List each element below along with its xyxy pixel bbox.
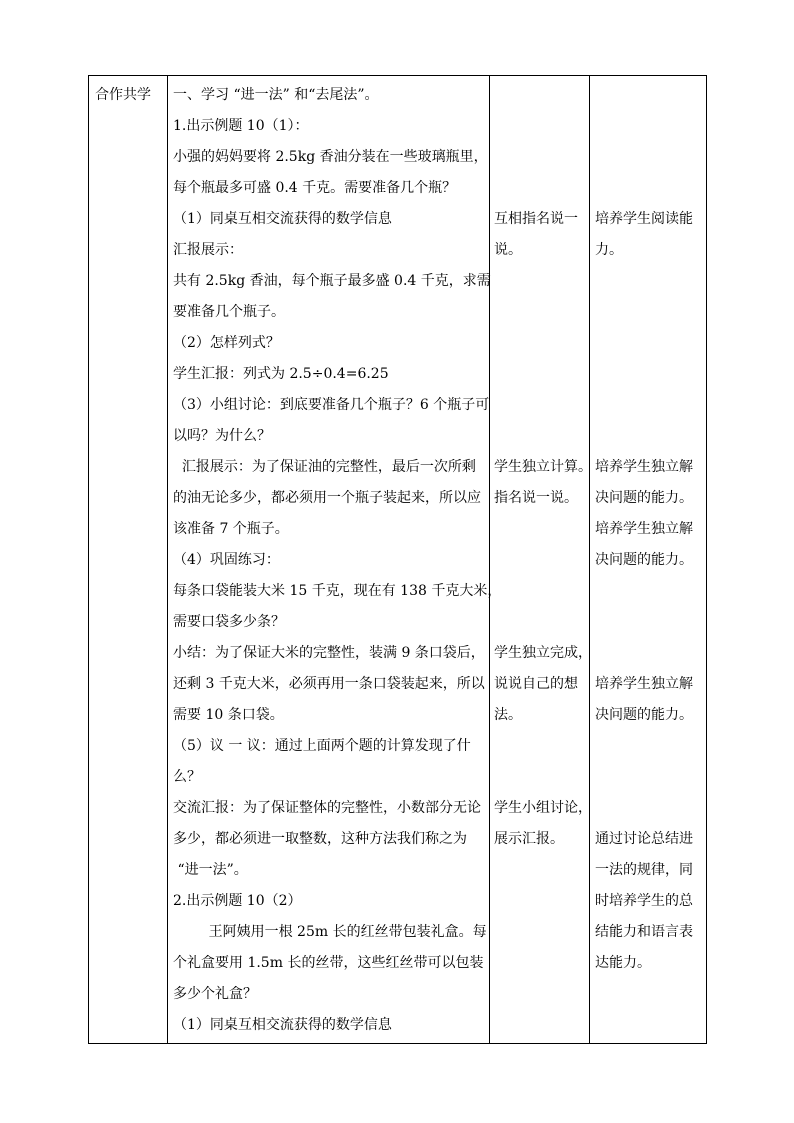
intent-line: 决问题的能力。: [595, 552, 693, 568]
activity-line: [494, 576, 590, 607]
teaching-line: 1.出示例题 10（1）：: [173, 118, 309, 134]
activity-line: 互相指名说一: [494, 211, 578, 227]
intent-line: [595, 731, 707, 762]
column-divider: [167, 76, 168, 1043]
teaching-line: （3）小组讨论：到底要准备几个瓶子？6 个瓶子可: [173, 397, 490, 413]
activity-line: [494, 390, 590, 421]
teaching-line: 每个瓶最多可盛 0.4 千克。需要准备几个瓶？: [173, 180, 457, 196]
intent-line: 决问题的能力。: [595, 490, 693, 506]
teaching-line: 需要 10 条口袋。: [173, 707, 284, 723]
intent-line: [595, 979, 707, 1010]
teaching-line: 2.出示例题 10（2）: [173, 893, 302, 909]
teaching-line: 交流汇报：为了保证整体的完整性，小数部分无论: [173, 800, 481, 816]
activity-line: [494, 173, 590, 204]
activity-line: [494, 762, 590, 793]
activity-line: 学生小组讨论，: [494, 800, 592, 816]
intent-line: [595, 421, 707, 452]
intent-line: 决问题的能力。: [595, 707, 693, 723]
teaching-line: （4）巩固练习：: [173, 552, 280, 568]
teaching-line: 以吗？为什么？: [173, 428, 271, 444]
activity-line: [494, 80, 590, 111]
intent-line: [595, 390, 707, 421]
teaching-line: 汇报展示：为了保证油的完整性，最后一次所剩: [173, 459, 476, 475]
intent-line: 达能力。: [595, 955, 651, 971]
teaching-line: 多少，都必须进一取整数，这种方法我们称之为: [173, 831, 467, 847]
intent-line: [595, 638, 707, 669]
intent-line: [595, 111, 707, 142]
intent-line: 结能力和语言表: [595, 924, 693, 940]
activity-line: 学生独立完成，: [494, 645, 592, 661]
intent-line: [595, 793, 707, 824]
activity-line: 说说自己的想: [494, 676, 578, 692]
activity-line: [494, 328, 590, 359]
intent-line: [595, 266, 707, 297]
intent-line: [595, 328, 707, 359]
teaching-line: 学生汇报：列式为 2.5÷0.4=6.25: [173, 366, 389, 382]
activity-line: [494, 514, 590, 545]
student-activity-column: [494, 80, 590, 1041]
intent-line: 时培养学生的总: [595, 893, 693, 909]
intent-line: 一法的规律，同: [595, 862, 693, 878]
teaching-line: 的油无论多少，都必须用一个瓶子装起来，所以应: [173, 490, 481, 506]
teaching-line: 共有 2.5kg 香油，每个瓶子最多盛 0.4 千克，求需: [173, 273, 491, 289]
activity-line: 法。: [494, 707, 522, 723]
intent-line: 培养学生阅读能: [595, 211, 693, 227]
intent-line: 通过讨论总结进: [595, 831, 693, 847]
teaching-line: 还剩 3 千克大米，必须再用一条口袋装起来，所以: [173, 676, 485, 692]
teaching-line: （5）议 一 议：通过上面两个题的计算发现了什: [173, 738, 471, 754]
teaching-line: 个礼盒要用 1.5m 长的丝带，这些红丝带可以包装: [173, 955, 484, 971]
activity-line: [494, 142, 590, 173]
activity-line: [494, 359, 590, 390]
activity-line: 学生独立计算。: [494, 459, 592, 475]
teaching-line: （2）怎样列式？: [173, 335, 280, 351]
teaching-line: 需要口袋多少条？: [173, 614, 285, 630]
teaching-line: 多少个礼盒？: [173, 986, 257, 1002]
intent-line: [595, 142, 707, 173]
teaching-line: 一、学习 “进一法” 和“去尾法”。: [173, 87, 379, 103]
intent-line: [595, 80, 707, 111]
teaching-line: 小结：为了保证大米的完整性，装满 9 条口袋后，: [173, 645, 485, 661]
intent-line: [595, 297, 707, 328]
activity-line: [494, 266, 590, 297]
teaching-process-column: [173, 80, 502, 1041]
teaching-line: 要准备几个瓶子。: [173, 304, 285, 320]
teaching-line: 汇报展示：: [173, 242, 243, 258]
intent-line: 培养学生独立解: [595, 459, 693, 475]
intent-line: [595, 359, 707, 390]
design-intent-column: [595, 80, 707, 1041]
teaching-line: 每条口袋能装大米 15 千克，现在有 138 千克大米，: [173, 583, 502, 599]
activity-line: [494, 297, 590, 328]
activity-line: [494, 545, 590, 576]
intent-line: [595, 576, 707, 607]
teaching-line: （1）同桌互相交流获得的数学信息: [173, 211, 392, 227]
teaching-line: （1）同桌互相交流获得的数学信息: [173, 1017, 392, 1033]
activity-line: [494, 917, 590, 948]
activity-line: [494, 948, 590, 979]
teaching-line: “进一法”。: [173, 862, 248, 878]
intent-line: [595, 1010, 707, 1041]
intent-line: 培养学生独立解: [595, 676, 693, 692]
intent-line: [595, 607, 707, 638]
activity-line: [494, 1010, 590, 1041]
intent-line: [595, 173, 707, 204]
activity-line: [494, 421, 590, 452]
intent-line: [595, 762, 707, 793]
activity-line: [494, 886, 590, 917]
activity-line: [494, 855, 590, 886]
teaching-line: 该准备 7 个瓶子。: [173, 521, 289, 537]
teaching-line: 么？: [173, 769, 201, 785]
teaching-line: 小强的妈妈要将 2.5kg 香油分装在一些玻璃瓶里，: [173, 149, 488, 165]
intent-line: 培养学生独立解: [595, 521, 693, 537]
activity-line: [494, 731, 590, 762]
intent-line: 力。: [595, 242, 623, 258]
activity-line: 展示汇报。: [494, 831, 564, 847]
activity-line: 说。: [494, 242, 522, 258]
activity-line: [494, 607, 590, 638]
teaching-line: 王阿姨用一根 25m 长的红丝带包装礼盒。每: [173, 924, 487, 940]
lesson-plan-table: [88, 75, 707, 1044]
activity-line: [494, 979, 590, 1010]
section-label: 合作共学: [95, 87, 151, 103]
activity-line: [494, 111, 590, 142]
activity-line: 指名说一说。: [494, 490, 578, 506]
